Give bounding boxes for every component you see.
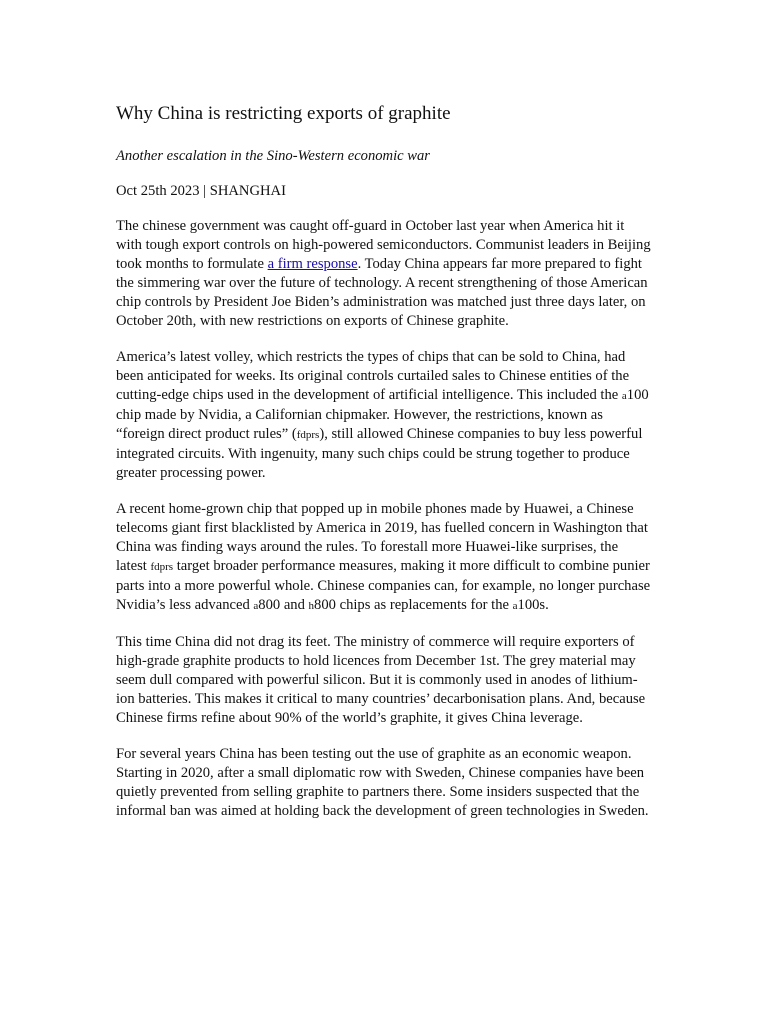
paragraph-1 — [116, 217, 652, 331]
paragraph-3-text-e: 100s. — [517, 597, 549, 613]
paragraph-3-text-c: 800 and — [258, 597, 309, 613]
paragraph-2-text-b: 100 chip made by Nvidia, a Californian chipmaker. However, the restrictions, known as “foreign direct product rules” ( — [116, 387, 649, 442]
paragraph-3-text-d: 800 chips as replacements for the — [314, 597, 513, 613]
paragraph-2-text-c: ), still allowed Chinese companies to buy less powerful integrated circuits. With ingenuity, many such chips could be strung together to produce greater processing power. — [116, 426, 643, 481]
paragraph-3-text-a: A recent home-grown chip that popped up in mobile phones made by Huawei, a Chinese telecoms giant first blacklisted by America in 2019, has fuelled concern in Washington that China was finding ways around the rules. To forestall more Huawei-like surprises, the latest — [116, 501, 648, 574]
paragraph-3-text-b: target broader performance measures, making it more difficult to combine punier parts into a more powerful whole. Chinese companies can, for example, no longer purchase Nvidia’s less advanced — [116, 558, 651, 613]
article — [116, 101, 652, 838]
paragraph-2-text-a: America’s latest volley, which restricts the types of chips that can be sold to China, had been anticipated for weeks. Its original controls curtailed sales to Chinese entities of the cutting-edge chips used in the development of artificial intelligence. This included the — [116, 349, 630, 403]
paragraph-4: This time China did not drag its feet. The ministry of commerce will require exporters of high-grade graphite products to hold licences from December 1st. The grey material may seem dull compared with powerful silicon. But it is commonly used in anodes of lithium-ion batteries. This makes it critical to many countries’ decarbonisation plans. And, because Chinese firms refine about 90% of the world’s graphite, it gives China leverage. — [116, 634, 646, 726]
paragraph-3 — [116, 500, 652, 616]
small-caps-a800: a — [253, 600, 259, 612]
article-dateline: Oct 25th 2023 | SHANGHAI — [116, 183, 286, 199]
article-subtitle: Another escalation in the Sino-Western economic war — [116, 148, 430, 164]
small-caps-a100: a — [621, 390, 627, 402]
paragraph-1-text-a: The chinese government was caught off-guard in October last year when America hit it with tough export controls on high-powered semiconductors. Communist leaders in Beijing took months to formulate — [116, 218, 651, 272]
article-title: Why China is restricting exports of graphite — [116, 103, 451, 124]
small-caps-fdprs: fdprs — [296, 429, 320, 441]
small-caps-h800: h — [308, 600, 315, 612]
firm-response-link[interactable]: a firm response — [267, 256, 358, 272]
small-caps-a100s: a — [512, 600, 518, 612]
paragraph-2 — [116, 348, 652, 483]
small-caps-fdprs: fdprs — [150, 561, 174, 573]
paragraph-1-text-b: . Today China appears far more prepared to fight the simmering war over the future of technology. A recent strengthening of those American chip controls by President Joe Biden’s administration was matched just three days later, on October 20th, with new restrictions on exports of Chinese graphite. — [116, 256, 648, 329]
paragraph-5: For several years China has been testing out the use of graphite as an economic weapon. Starting in 2020, after a small diplomatic row with Sweden, Chinese companies have been quietly prevented from selling graphite to partners there. Some insiders suspected that the informal ban was aimed at holding back the development of green technologies in Sweden. — [116, 746, 649, 819]
